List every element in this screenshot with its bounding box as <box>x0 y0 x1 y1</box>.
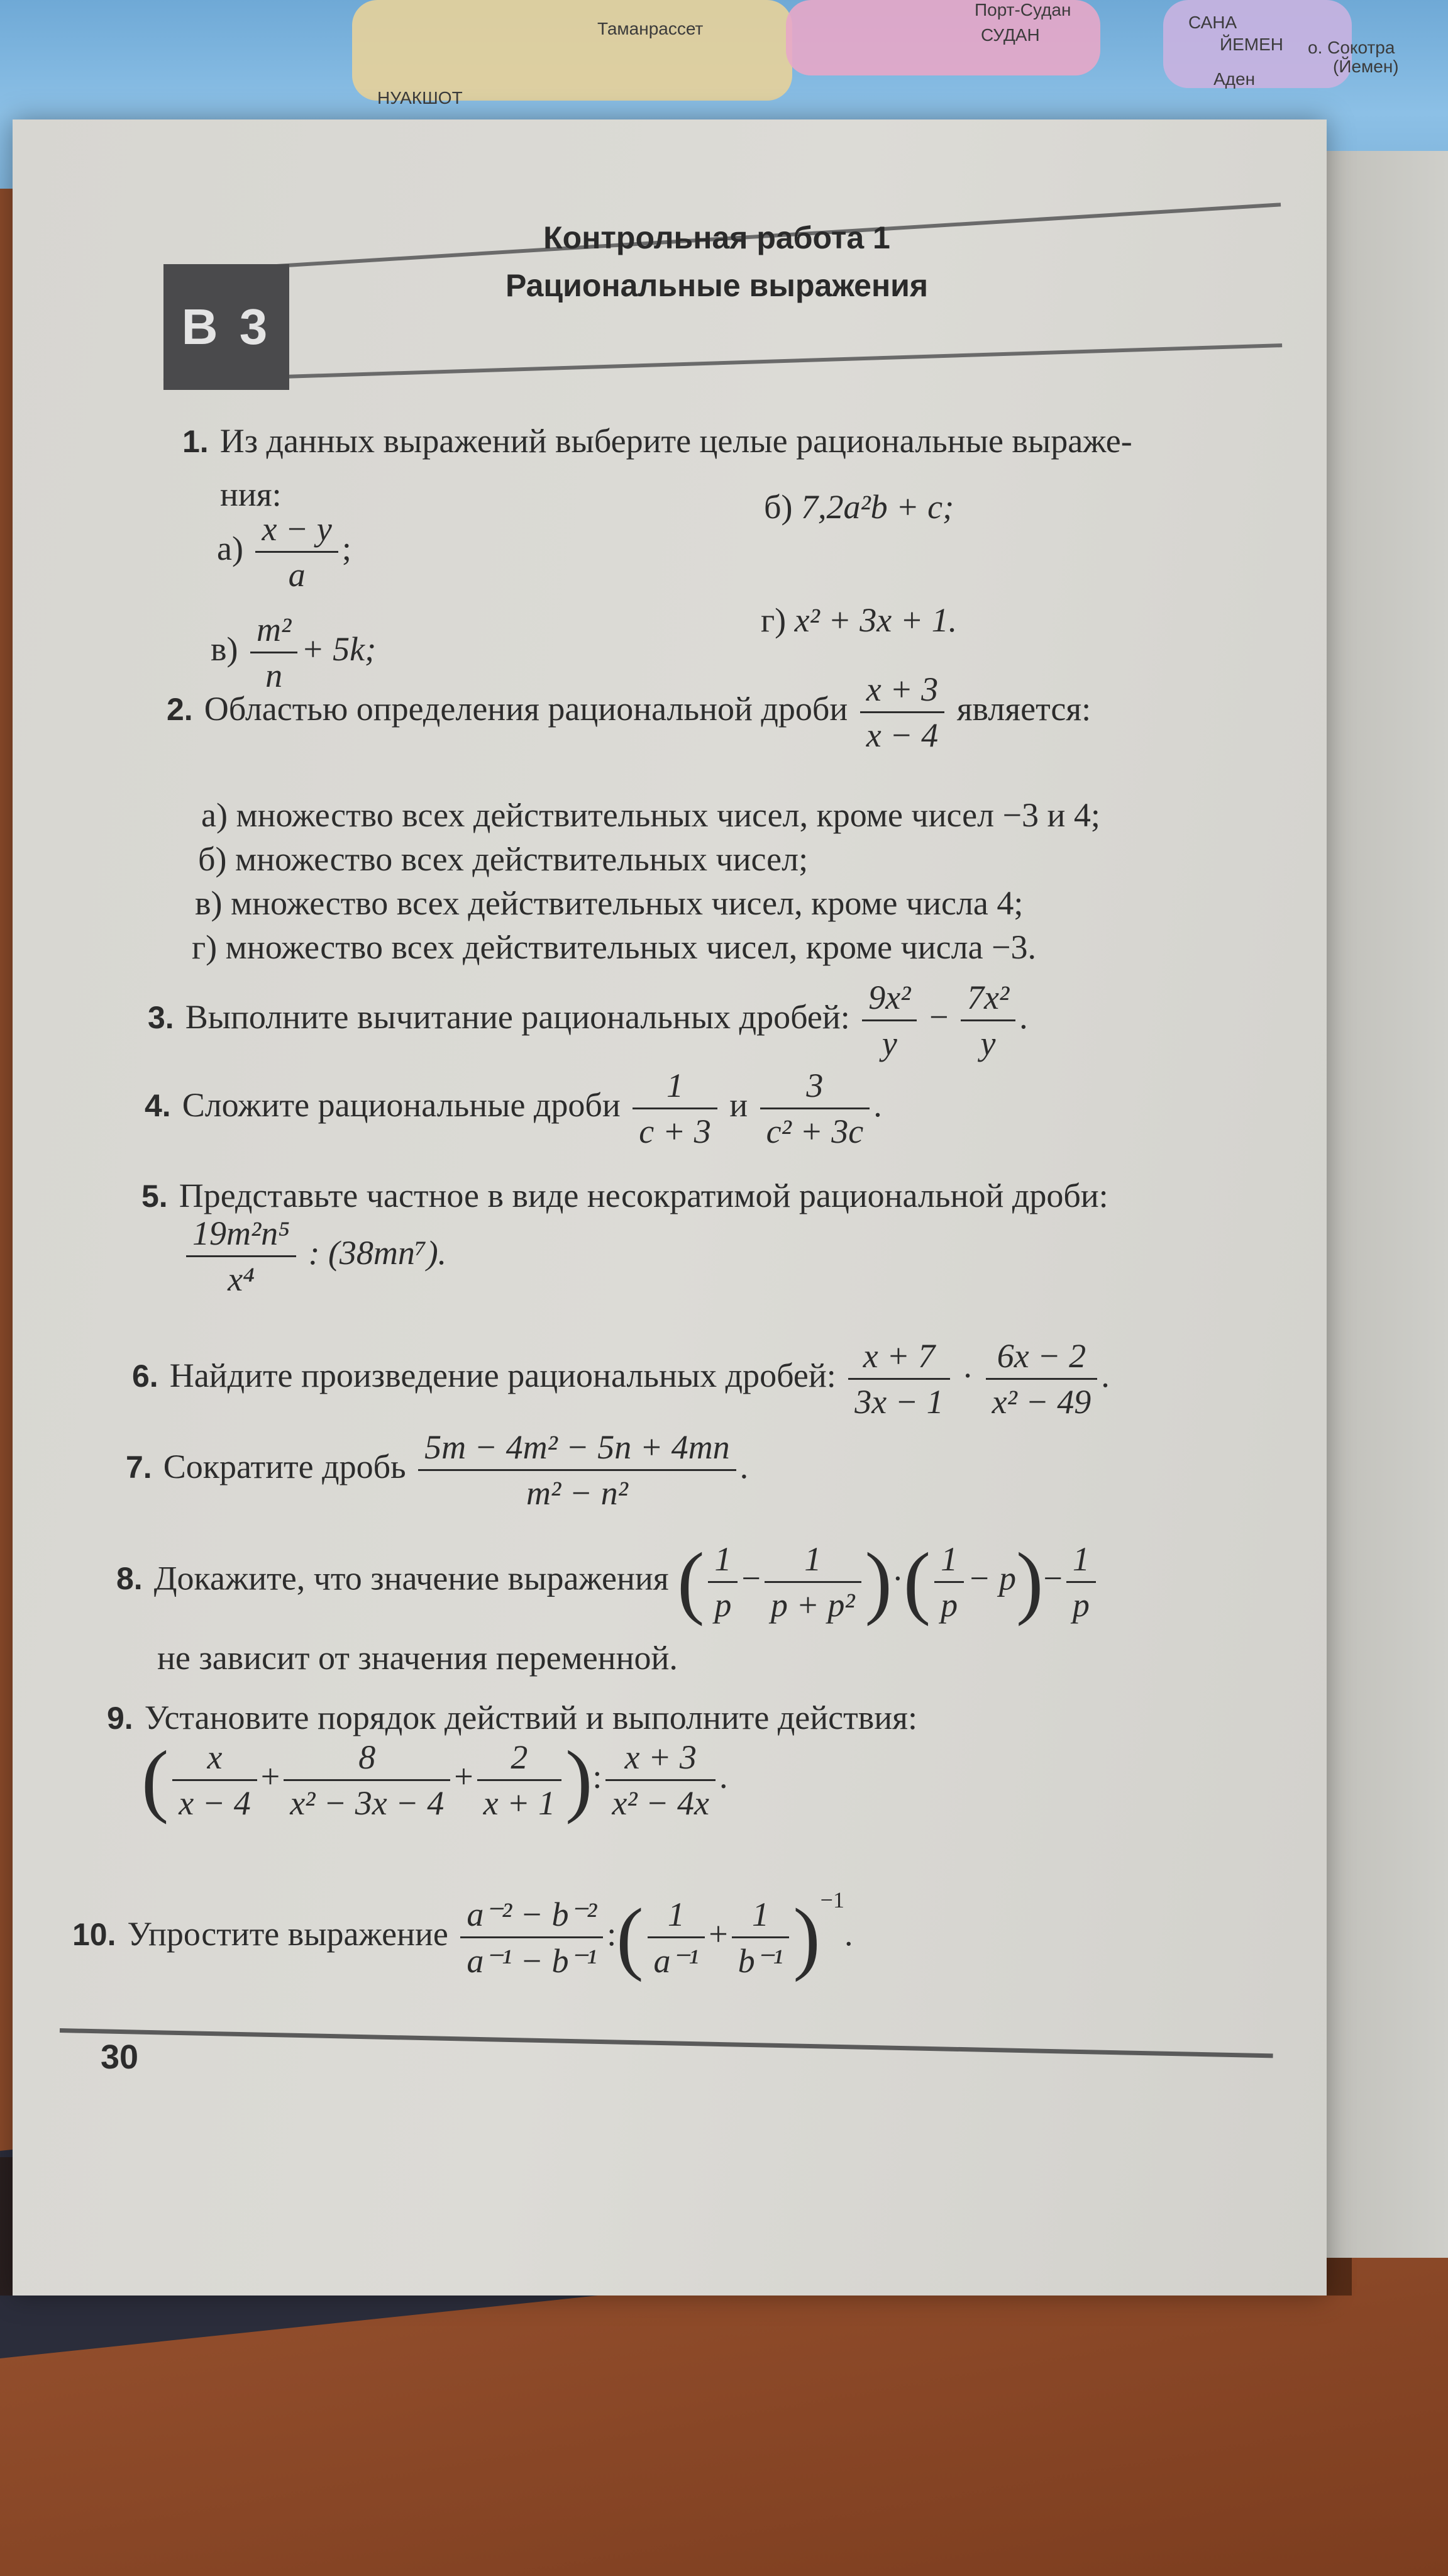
denominator: c + 3 <box>639 1113 711 1150</box>
option-label: а) <box>217 529 243 567</box>
option-label: г) <box>761 601 787 639</box>
denominator: a <box>288 556 306 594</box>
denominator: y <box>980 1024 996 1062</box>
numerator: 2 <box>477 1738 561 1781</box>
operator: : <box>592 1757 602 1796</box>
numerator: x + 7 <box>848 1336 949 1380</box>
task-text: Докажите, что значение выражения <box>153 1559 669 1597</box>
variant-badge: В 3 <box>163 264 289 390</box>
denominator: p <box>1072 1585 1090 1624</box>
task-10 <box>72 1887 853 1985</box>
fraction <box>848 1336 949 1421</box>
task-tail: . <box>844 1915 853 1953</box>
task-text: Сложите рациональные дроби <box>182 1085 621 1124</box>
option-expression: x² + 3x + 1. <box>794 601 958 639</box>
fraction <box>605 1738 716 1823</box>
test-subtitle: Рациональные выражения <box>505 268 929 303</box>
task-2 <box>167 670 1091 755</box>
denominator: x + 1 <box>483 1784 556 1822</box>
task-1 <box>182 421 1132 460</box>
numerator: 1 <box>633 1066 717 1109</box>
task-2-option-b: б) множество всех действительных чисел; <box>198 840 809 878</box>
denominator: a⁻¹ − b⁻¹ <box>467 1942 597 1980</box>
option-tail: + 5k; <box>301 630 377 668</box>
task-number: 4. <box>145 1087 171 1123</box>
fraction <box>708 1540 738 1624</box>
fraction <box>961 978 1015 1063</box>
fraction <box>934 1540 964 1624</box>
map-label: СУДАН <box>981 25 1040 45</box>
operator: · <box>892 1559 904 1597</box>
open-paren: ( <box>677 1536 705 1627</box>
denominator: n <box>265 657 283 694</box>
task-tail: . <box>719 1757 728 1796</box>
fraction <box>862 978 917 1063</box>
denominator: a⁻¹ <box>653 1941 699 1980</box>
close-paren: ) <box>1016 1536 1044 1627</box>
task-2-option-v: в) множество всех действительных чисел, кроме числа 4; <box>195 884 1024 922</box>
option-tail: ; <box>341 529 351 567</box>
fraction <box>477 1738 561 1823</box>
task-5 <box>141 1176 1108 1215</box>
task-1-option-g <box>761 601 957 640</box>
map-land-region <box>352 0 792 101</box>
fraction <box>986 1336 1098 1421</box>
fraction <box>648 1895 705 1980</box>
task-text: Выполните вычитание рациональных дробей: <box>185 997 850 1036</box>
fraction <box>860 670 944 755</box>
task-4 <box>145 1066 882 1151</box>
numerator: 8 <box>284 1738 450 1781</box>
denominator: c² + 3c <box>766 1113 864 1150</box>
task-1-cont: ния: <box>220 475 282 513</box>
denominator: x − 4 <box>866 716 939 754</box>
open-paren: ( <box>616 1892 644 1983</box>
numerator: a⁻² − b⁻² <box>460 1894 603 1938</box>
task-1-option-a <box>217 509 351 594</box>
close-paren: ) <box>565 1735 593 1825</box>
map-label: о. Сокотра <box>1308 38 1395 57</box>
option-expression: 7,2a²b + c; <box>800 488 954 526</box>
denominator: p <box>714 1585 732 1624</box>
task-text: Областью определения рациональной дроби <box>204 689 848 728</box>
task-text: Представьте частное в виде несократимой рациональной дроби: <box>179 1177 1108 1214</box>
task-number: 3. <box>148 999 174 1035</box>
numerator: x + 3 <box>860 670 944 713</box>
operator: − <box>1043 1559 1063 1597</box>
numerator: 1 <box>732 1895 790 1938</box>
task-tail: является: <box>956 689 1092 728</box>
fraction <box>172 1738 257 1823</box>
numerator: x <box>172 1738 257 1781</box>
numerator: 19m²n⁵ <box>186 1214 296 1257</box>
test-title: Контрольная работа 1 <box>543 220 890 255</box>
numerator: 1 <box>1066 1540 1096 1583</box>
task-text: Установите порядок действий и выполните действия: <box>144 1699 917 1736</box>
fraction <box>284 1738 450 1823</box>
task-7 <box>126 1428 748 1513</box>
numerator: 6x − 2 <box>986 1336 1098 1380</box>
map-label: Аден <box>1213 69 1256 89</box>
option-label: в) <box>211 630 238 668</box>
denominator: x⁴ <box>228 1260 255 1298</box>
conjunction: и <box>729 1085 748 1124</box>
task-number: 7. <box>126 1449 152 1485</box>
numerator: 7x² <box>961 978 1015 1021</box>
numerator: 5m − 4m² − 5n + 4mn <box>418 1428 736 1471</box>
task-6 <box>132 1336 1110 1421</box>
denominator: x² − 4x <box>612 1784 709 1822</box>
task-tail: . <box>739 1447 749 1485</box>
operator: : <box>607 1915 617 1953</box>
fraction <box>186 1214 296 1299</box>
operator: + <box>709 1915 728 1953</box>
task-tail: : (38mn⁷). <box>308 1233 447 1272</box>
task-number: 5. <box>141 1179 168 1214</box>
task-tail: . <box>1019 997 1028 1036</box>
task-text: Сократите дробь <box>163 1447 406 1485</box>
map-label: Порт-Судан <box>975 0 1071 19</box>
task-8 <box>116 1535 1100 1629</box>
operator: · <box>962 1356 974 1394</box>
fraction <box>460 1894 603 1980</box>
numerator: 1 <box>765 1540 861 1583</box>
task-number: 9. <box>107 1701 133 1736</box>
task-8-cont: не зависит от значения переменной. <box>157 1639 678 1677</box>
task-9 <box>107 1698 917 1737</box>
task-tail: . <box>1101 1356 1110 1394</box>
numerator: 1 <box>648 1895 705 1938</box>
numerator: m² <box>250 610 297 653</box>
denominator: 3x − 1 <box>854 1383 944 1421</box>
task-number: 8. <box>116 1561 143 1597</box>
operator: − <box>741 1559 761 1597</box>
fraction <box>760 1066 870 1151</box>
denominator: x² − 49 <box>992 1383 1092 1421</box>
exponent: −1 <box>820 1887 844 1913</box>
task-5-expression <box>182 1214 446 1299</box>
fraction <box>418 1428 736 1513</box>
denominator: p + p² <box>770 1585 855 1624</box>
numerator: x − y <box>255 509 338 553</box>
map-label: (Йемен) <box>1333 57 1399 76</box>
task-3 <box>148 978 1028 1063</box>
task-text: Найдите произведение рациональных дробей: <box>169 1356 836 1394</box>
operator: + <box>260 1757 280 1796</box>
task-tail: . <box>873 1085 882 1124</box>
task-number: 10. <box>72 1917 116 1952</box>
numerator: x + 3 <box>605 1738 716 1781</box>
denominator: b⁻¹ <box>738 1941 783 1980</box>
open-paren: ( <box>903 1536 931 1627</box>
page-title <box>402 214 1031 309</box>
fraction <box>732 1895 790 1980</box>
task-2-option-a: а) множество всех действительных чисел, кроме чисел −3 и 4; <box>201 796 1100 834</box>
map-label: НУАКШОТ <box>377 88 463 108</box>
task-text: Упростите выражение <box>127 1915 448 1953</box>
task-1-option-b <box>764 487 954 526</box>
fraction <box>633 1066 717 1151</box>
operator: − p <box>968 1559 1017 1597</box>
denominator: m² − n² <box>526 1474 628 1512</box>
fraction <box>1066 1540 1096 1624</box>
task-number: 6. <box>132 1358 158 1394</box>
denominator: x² − 3x − 4 <box>290 1784 445 1822</box>
map-label: САНА <box>1188 13 1237 32</box>
operator: + <box>454 1757 473 1796</box>
denominator: p <box>941 1585 958 1624</box>
page-number: 30 <box>101 2038 139 2076</box>
denominator: y <box>882 1024 897 1062</box>
open-paren: ( <box>141 1735 169 1825</box>
numerator: 1 <box>708 1540 738 1583</box>
denominator: x − 4 <box>179 1784 251 1822</box>
option-label: б) <box>764 488 793 526</box>
map-label: ЙЕМЕН <box>1220 35 1284 54</box>
close-paren: ) <box>793 1892 821 1983</box>
task-number: 1. <box>182 424 209 459</box>
close-paren: ) <box>865 1536 892 1627</box>
numerator: 1 <box>934 1540 964 1583</box>
numerator: 3 <box>760 1066 870 1109</box>
task-2-option-g: г) множество всех действительных чисел, кроме числа −3. <box>192 928 1036 966</box>
numerator: 9x² <box>862 978 917 1021</box>
operator: − <box>929 997 949 1036</box>
task-9-expression <box>141 1733 727 1827</box>
map-label: Таманрассет <box>597 19 704 38</box>
task-number: 2. <box>167 691 193 727</box>
fraction <box>765 1540 861 1624</box>
task-text: Из данных выражений выберите целые рациональные выраже- <box>219 422 1132 460</box>
fraction <box>255 509 338 594</box>
